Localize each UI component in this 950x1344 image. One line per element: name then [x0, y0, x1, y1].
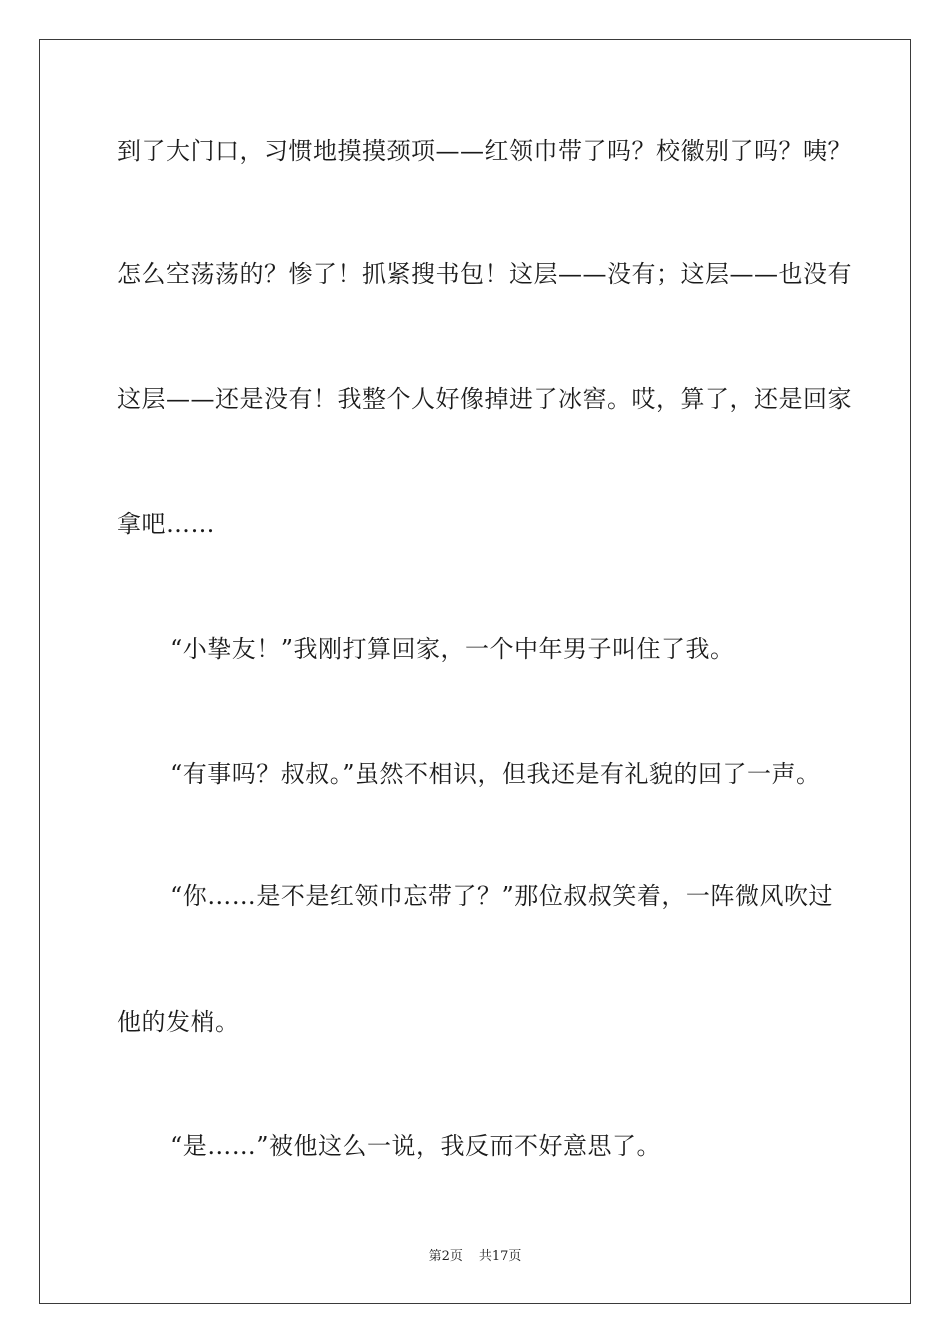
- paragraph-3-line-1: “有事吗？叔叔。”虽然不相识，但我还是有礼貌的回了一声。: [170, 760, 821, 788]
- paragraph-2-line-1: “小挚友！”我刚打算回家，一个中年男子叫住了我。: [170, 635, 735, 663]
- paragraph-1-line-2: 怎么空荡荡的？惨了！抓紧搜书包！这层——没有；这层——也没有: [117, 260, 852, 288]
- paragraph-4-line-2: 他的发梢。: [117, 1008, 240, 1036]
- page-border: [39, 39, 911, 1304]
- paragraph-1-line-4: 拿吧……: [117, 510, 215, 538]
- page-total: 共17页: [478, 1249, 522, 1264]
- page-footer: [0, 1249, 950, 1265]
- page-number: 第2页: [428, 1249, 463, 1264]
- paragraph-4-line-1: “你……是不是红领巾忘带了？”那位叔叔笑着，一阵微风吹过: [170, 882, 833, 910]
- paragraph-5-line-1: “是……”被他这么一说，我反而不好意思了。: [170, 1132, 662, 1160]
- paragraph-1-line-3: 这层——还是没有！我整个人好像掉进了冰窖。哎，算了，还是回家: [117, 385, 852, 413]
- paragraph-1-line-1: 到了大门口，习惯地摸摸颈项——红领巾带了吗？校徽别了吗？咦？: [117, 137, 852, 165]
